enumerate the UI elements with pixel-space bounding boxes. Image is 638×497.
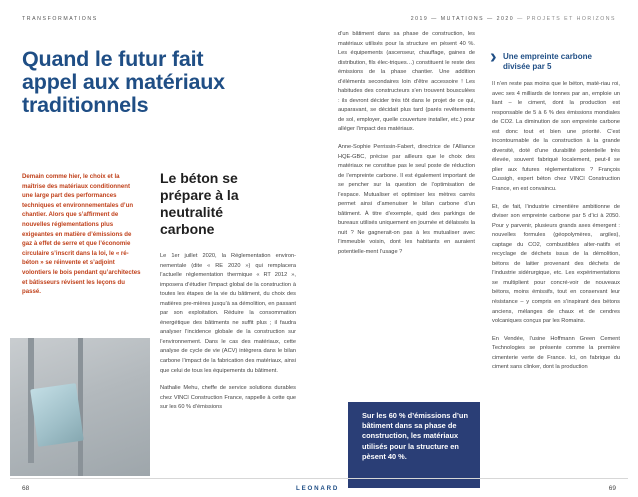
- page-number-left: 68: [22, 485, 30, 492]
- running-header-sub: — PROJETS ET HORIZONS: [517, 16, 616, 22]
- running-header-main: 2019 — MUTATIONS — 2020: [410, 16, 515, 22]
- magazine-logo: LEONARD: [296, 485, 340, 492]
- column3-paragraph-2: Anne-Sophie Perrissin-Fabert, directrice de l’Alliance HQE-GBC, précise par ailleurs que le choix des matériaux ne constitue pas le seul poste de réduction de l’empreinte carbone. Il est également important de se pencher sur la question de l’optimisation de l’espace. Mutualiser et optimiser les mètres carrés permet ainsi d’amenuiser le bilan carbone d’un bâtiment. À titre d’exemple, quid des parkings de bureaux utilisés uniquement en journée et délaissés la nuit ? Ne gagnerait-on pas à les mutualiser avec l’immeuble voisin, dont les habitants en auraient potentielle-ment l’usage ?: [338, 144, 475, 256]
- running-header: [411, 16, 616, 22]
- column3-paragraph-1: d’un bâtiment dans sa phase de construction, les matériaux utilisés pour la structure en pèsent 40 %. Les équipements (ascenseur, chauffage, gaines de distribution, fils élec-triques…) constituent le reste des émissions de la phase chantier. Une addition d’éléments secondaires loin d’être accessoire ! Les habitudes des constructeurs s’en trouvent bousculées : ils devront décider très tôt dans le projet de ce qui, auparavant, se décidait plus tard (parés revêtements de sol, employer, quelle couverture installer, etc.) pour alléger l’impact des matériaux.: [338, 31, 475, 133]
- section1-paragraph-1: Le 1er juillet 2020, la Réglementation environ-nementale (dite « RE 2020 ») qui remplacera l’actuelle réglementation thermique « RT 2012 », imposera d’étudier l’impact global de la construction à toutes les étapes de la vie du bâtiment, du choix des matières pre-mières jusqu’à sa démolition, en passant par son exploitation. Réduire la consommation énergétique des bâtiments ne suffit plus ; il faudra analyser l’incidence globale de la construction sur l’environnement. Dans le cas des matériaux, cette analyse de cycle de vie (ACV) intègrera dans le bilan carbone l’impact de la fabrication des matériaux, ainsi que celui de tous les équipements du bâtiment.: [160, 253, 296, 374]
- column4-paragraph-3: En Vendée, l’usine Hoffmann Green Cement Technologies se présente comme la première cimenterie verte de France. Ici, on fabrique du ciment sans clinker, dont la production: [492, 335, 620, 371]
- quote-callout: Sur les 60 % d’émissions d’un bâtiment dans sa phase de construction, les matériaux utilisés pour la structure en pèsent 40 %.: [348, 402, 480, 488]
- section-title-beton: Le béton se prépare à la neutralité carbone: [160, 170, 239, 237]
- photo-concrete-slab: [30, 383, 84, 447]
- column4-body: [492, 80, 620, 381]
- intro-paragraph: Demain comme hier, le choix et la maîtrise des matériaux conditionnent une large part des performances techniques et environnementales d’un chantier. Alors que s’affirment de nouvelles réglementations plus exigeantes en matière d’émissions de gaz à effet de serre et que l’économie circulaire s’inscrit dans la loi, le « ré-béton » se réinvente et s’adjoint volontiers le bois pendant qu’architectes et bâtisseurs révisent les leçons du passé.: [22, 173, 141, 296]
- section1-paragraph-2: Nathalie Mehu, cheffe de service solutions durables chez VINCI Construction France, rappelle à cette que sur les 60 % d’émissions: [160, 385, 296, 411]
- footer-divider: [10, 478, 628, 479]
- column4-paragraph-1: Il n’en reste pas moins que le béton, maté-riau roi, avec ses 4 milliards de tonnes par an, emploie un liant – le ciment, dont la production est responsable de 5 à 6 % des émissions mondiales de CO2. La diminution de son empreinte carbone est donc tout et bien une priorité. C’est incontournable de la construction à la grande diversité, doté d’une durabilité potentielle très élevée, souvent fabriqué localement, peut-il se plier aux futures réglementations ? François Cussigh, expert béton chez VINCI Construction France, en est convaincu.: [492, 81, 620, 193]
- concrete-photo: [10, 338, 150, 476]
- column3-body: [338, 30, 475, 266]
- page-headline: Quand le futur fait appel aux matériaux traditionnels: [22, 47, 225, 117]
- chevron-right-icon: ›: [490, 46, 497, 68]
- page-number-right: 69: [608, 485, 616, 492]
- sidebar-title: Une empreinte carbone divisée par 5: [503, 52, 592, 71]
- section1-body: [160, 252, 296, 421]
- section-header: TRANSFORMATIONS: [22, 16, 98, 22]
- column4-paragraph-2: Et, de fait, l’industrie cimentière ambitionne de diviser son empreinte carbone par 5 d’ici à 2050. Pour y parvenir, plusieurs grands axes émergent : nouvelles formules (géopolymères, argiles), captage du CO2, combustibles alter-natifs et recyclage de déchets issus de la démolition, bétons de laitier provenant des déchets de l’industrie sidérurgique, etc. Les expérimentations se multiplient pour concré-voir de nouveaux bétons, moins émissifs, tout en conservant leur résistance – y compris en s’inspirant des bétons anciens, mélanges de chaux et de cendres volcaniques conçus par les Romains.: [492, 203, 620, 325]
